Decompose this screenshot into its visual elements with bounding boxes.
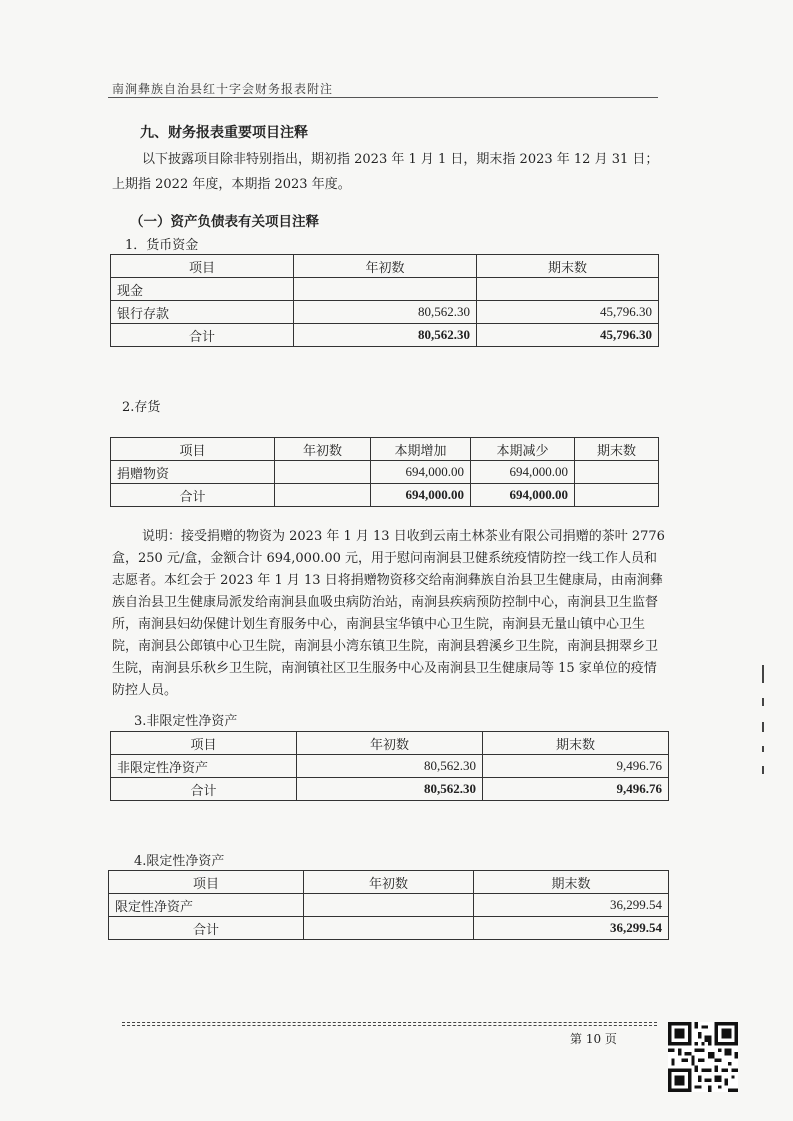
- inventory-title: 2.存货: [122, 400, 161, 415]
- restricted-assets-table: [108, 870, 669, 940]
- header-cell: 期末数: [483, 732, 669, 755]
- header-cell: 期末数: [575, 438, 659, 461]
- header-cell: 本期增加: [371, 438, 471, 461]
- total-label: 合计: [111, 324, 294, 347]
- total-row: [111, 324, 659, 347]
- table-row: [109, 894, 669, 917]
- total-value: [275, 484, 371, 507]
- header-cell: 年初数: [275, 438, 371, 461]
- value-cell: 694,000.00: [471, 461, 575, 484]
- total-value: 9,496.76: [483, 778, 669, 801]
- row-label: 银行存款: [111, 301, 294, 324]
- header-cell: 年初数: [297, 732, 483, 755]
- header-cell: 年初数: [294, 255, 477, 278]
- value-cell: 45,796.30: [477, 301, 659, 324]
- total-row: [111, 778, 669, 801]
- value-cell: 80,562.30: [297, 755, 483, 778]
- header-cell: 期末数: [474, 871, 669, 894]
- header-cell: 项目: [111, 732, 297, 755]
- total-label: 合计: [109, 917, 304, 940]
- header-cell: 项目: [109, 871, 304, 894]
- scan-mark: [762, 698, 764, 706]
- value-cell: [575, 461, 659, 484]
- qr-code-icon: [668, 1022, 738, 1092]
- total-value: [575, 484, 659, 507]
- value-cell: [304, 894, 474, 917]
- scan-mark: [762, 722, 764, 732]
- value-cell: [477, 278, 659, 301]
- total-row: [111, 484, 659, 507]
- total-value: 36,299.54: [474, 917, 669, 940]
- scan-mark: [762, 665, 764, 683]
- intro-paragraph: 以下披露项目除非特别指出，期初指 2023 年 1 月 1 日，期末指 2023 年 12 月 31 日；上期指 2022 年度，本期指 2023 年度。: [112, 152, 659, 192]
- total-value: [304, 917, 474, 940]
- footer-divider: [122, 1025, 657, 1026]
- table-row: [111, 755, 669, 778]
- unrestricted-assets-title: 3.非限定性净资产: [134, 714, 238, 729]
- value-cell: [275, 461, 371, 484]
- header-divider: [108, 97, 658, 98]
- table-row: [111, 301, 659, 324]
- inventory-note: 说明：接受捐赠的物资为 2023 年 1 月 13 日收到云南土林茶业有限公司捐赠的茶叶 2776 盒，250 元/盒，金额合计 694,000.00 元，用于慰问南涧县卫健系统疫情防控一线工作人员和志愿者。本红会于 2023 年 1 月 13 日将捐赠物资移交给南涧彝族自治县卫生健康局，由南涧彝族自治县卫生健康局派发给南涧县血吸虫病防治站，南涧县疾病预防控制中心，南涧县卫生监督所，南涧县妇幼保健计划生育服务中心，南涧县宝华镇中心卫生院，南涧县无量山镇中心卫生院，南涧县公郎镇中心卫生院，南涧县小湾东镇卫生院，南涧县碧溪乡卫生院，南涧县拥翠乡卫生院，南涧县乐秋乡卫生院，南涧镇社区卫生服务中心及南涧县卫生健康局等 15 家单位的疫情防控人员。: [112, 529, 665, 698]
- section-title: 九、财务报表重要项目注释: [140, 125, 308, 141]
- scan-mark: [762, 766, 764, 774]
- total-row: [109, 917, 669, 940]
- table-row: [111, 461, 659, 484]
- value-cell: [294, 278, 477, 301]
- row-label: 限定性净资产: [109, 894, 304, 917]
- total-label: 合计: [111, 778, 297, 801]
- table-row: [111, 278, 659, 301]
- value-cell: 80,562.30: [294, 301, 477, 324]
- header-cell: 本期减少: [471, 438, 575, 461]
- inventory-table: [110, 437, 659, 507]
- header-cell: 期末数: [477, 255, 659, 278]
- cash-title: 1．货币资金: [125, 238, 199, 253]
- header-cell: 项目: [111, 255, 294, 278]
- value-cell: 9,496.76: [483, 755, 669, 778]
- header-cell: 年初数: [304, 871, 474, 894]
- header-cell: 项目: [111, 438, 275, 461]
- footer-divider: [122, 1022, 657, 1023]
- report-header: 南涧彝族自治县红十字会财务报表附注: [112, 82, 334, 96]
- total-value: 80,562.30: [294, 324, 477, 347]
- page-number: 第 10 页: [570, 1032, 617, 1046]
- value-cell: 36,299.54: [474, 894, 669, 917]
- total-label: 合计: [111, 484, 275, 507]
- value-cell: 694,000.00: [371, 461, 471, 484]
- scan-mark: [762, 746, 764, 752]
- total-value: 80,562.30: [297, 778, 483, 801]
- unrestricted-assets-table: [110, 731, 669, 801]
- row-label: 现金: [111, 278, 294, 301]
- row-label: 非限定性净资产: [111, 755, 297, 778]
- total-value: 694,000.00: [371, 484, 471, 507]
- subsection-title: （一）资产负债表有关项目注释: [130, 214, 319, 230]
- restricted-assets-title: 4.限定性净资产: [134, 854, 225, 869]
- total-value: 694,000.00: [471, 484, 575, 507]
- row-label: 捐赠物资: [111, 461, 275, 484]
- total-value: 45,796.30: [477, 324, 659, 347]
- cash-table: [110, 254, 659, 347]
